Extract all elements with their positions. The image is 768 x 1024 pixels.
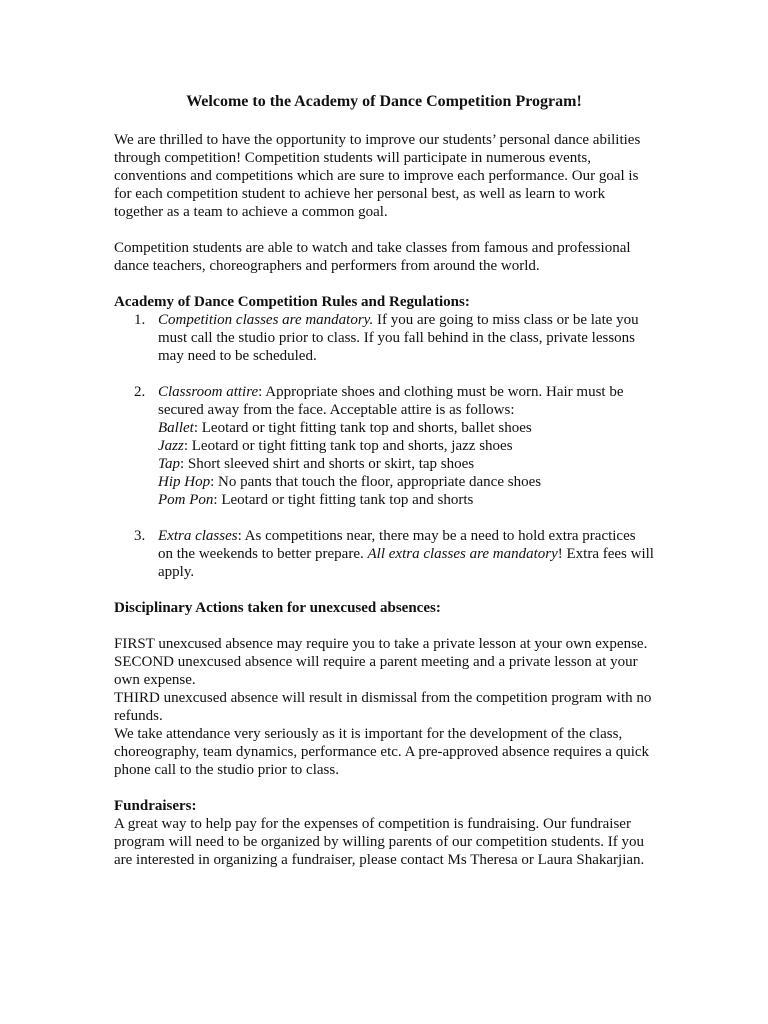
discipline-first: FIRST unexcused absence may require you to take a private lesson at your own expense. — [114, 636, 648, 652]
rule-number: 1. — [134, 312, 146, 328]
rule-item-2 — [114, 383, 654, 509]
attire-ballet — [158, 419, 654, 437]
rules-heading: Academy of Dance Competition Rules and Regulations: — [114, 294, 470, 310]
attire-style: Jazz — [158, 438, 184, 454]
rule-lead: Competition classes are mandatory. — [158, 312, 374, 328]
rule-text: If you are going to miss class or be late you must call the studio prior to class. If you fall behind in the class, private lessons may need to be scheduled. — [158, 312, 639, 364]
attire-style: Pom Pon — [158, 492, 214, 508]
document-title: Welcome to the Academy of Dance Competition Program! — [186, 93, 582, 110]
fundraisers-heading: Fundraisers: — [114, 798, 197, 814]
attendance-note: We take attendance very seriously as it is important for the development of the class, choreography, team dynamics, performance etc. A pre-approved absence requires a quick phone call to the studio prior to class. — [114, 726, 650, 778]
discipline-third: THIRD unexcused absence will result in dismissal from the competition program with no refunds. — [114, 690, 652, 724]
rules-list — [114, 311, 654, 581]
attire-hip-hop — [158, 473, 654, 491]
rule-emphasis: All extra classes are mandatory — [367, 546, 558, 562]
intro-paragraph-2: Competition students are able to watch and take classes from famous and professional dance teachers, choreographers and performers from around the world. — [114, 240, 631, 274]
rule-text: : As competitions near, there may be a need to hold extra practices on the weekends to better prepare. — [158, 528, 636, 562]
spacer — [114, 221, 654, 239]
rule-number: 3. — [134, 528, 146, 544]
rule-item-3 — [114, 527, 654, 581]
attire-desc: : No pants that touch the floor, appropriate dance shoes — [210, 474, 542, 490]
attire-desc: : Leotard or tight fitting tank top and shorts — [213, 492, 474, 508]
discipline-second: SECOND unexcused absence will require a parent meeting and a private lesson at your own expense. — [114, 654, 638, 688]
rule-item-1 — [114, 311, 654, 365]
attire-tap — [158, 455, 654, 473]
rule-lead: Classroom attire — [158, 384, 259, 400]
spacer — [114, 275, 654, 293]
rule-text: : Appropriate shoes and clothing must be worn. Hair must be secured away from the face. Acceptable attire is as follows: — [158, 384, 624, 418]
rule-tail: ! Extra fees will apply. — [158, 546, 654, 580]
attire-desc: : Leotard or tight fitting tank top and shorts, ballet shoes — [193, 420, 532, 436]
fundraisers-text: A great way to help pay for the expenses of competition is fundraising. Our fundraiser program will need to be organized by willing parents of our competition students. If you are interested in organizing a fundraiser, please contact Ms Theresa or Laura Shakarjian. — [114, 816, 645, 868]
attire-style: Hip Hop — [158, 474, 211, 490]
rule-number: 2. — [134, 384, 146, 400]
spacer — [114, 779, 654, 797]
attire-style: Ballet — [158, 420, 194, 436]
document-page — [114, 92, 654, 869]
rule-lead: Extra classes — [158, 528, 238, 544]
attire-desc: : Short sleeved shirt and shorts or skirt, tap shoes — [179, 456, 475, 472]
attire-pom-pon — [158, 491, 654, 509]
attire-jazz — [158, 437, 654, 455]
attire-desc: : Leotard or tight fitting tank top and shorts, jazz shoes — [183, 438, 513, 454]
spacer — [114, 617, 654, 635]
discipline-heading: Disciplinary Actions taken for unexcused absences: — [114, 600, 441, 616]
attire-style: Tap — [158, 456, 180, 472]
intro-paragraph-1: We are thrilled to have the opportunity to improve our students’ personal dance abilities through competition! Competition students will participate in numerous events, conventions and competitions which are sure to improve each performance. Our goal is for each competition student to achieve her personal best, as well as learn to work together as a team to achieve a common goal. — [114, 132, 641, 220]
